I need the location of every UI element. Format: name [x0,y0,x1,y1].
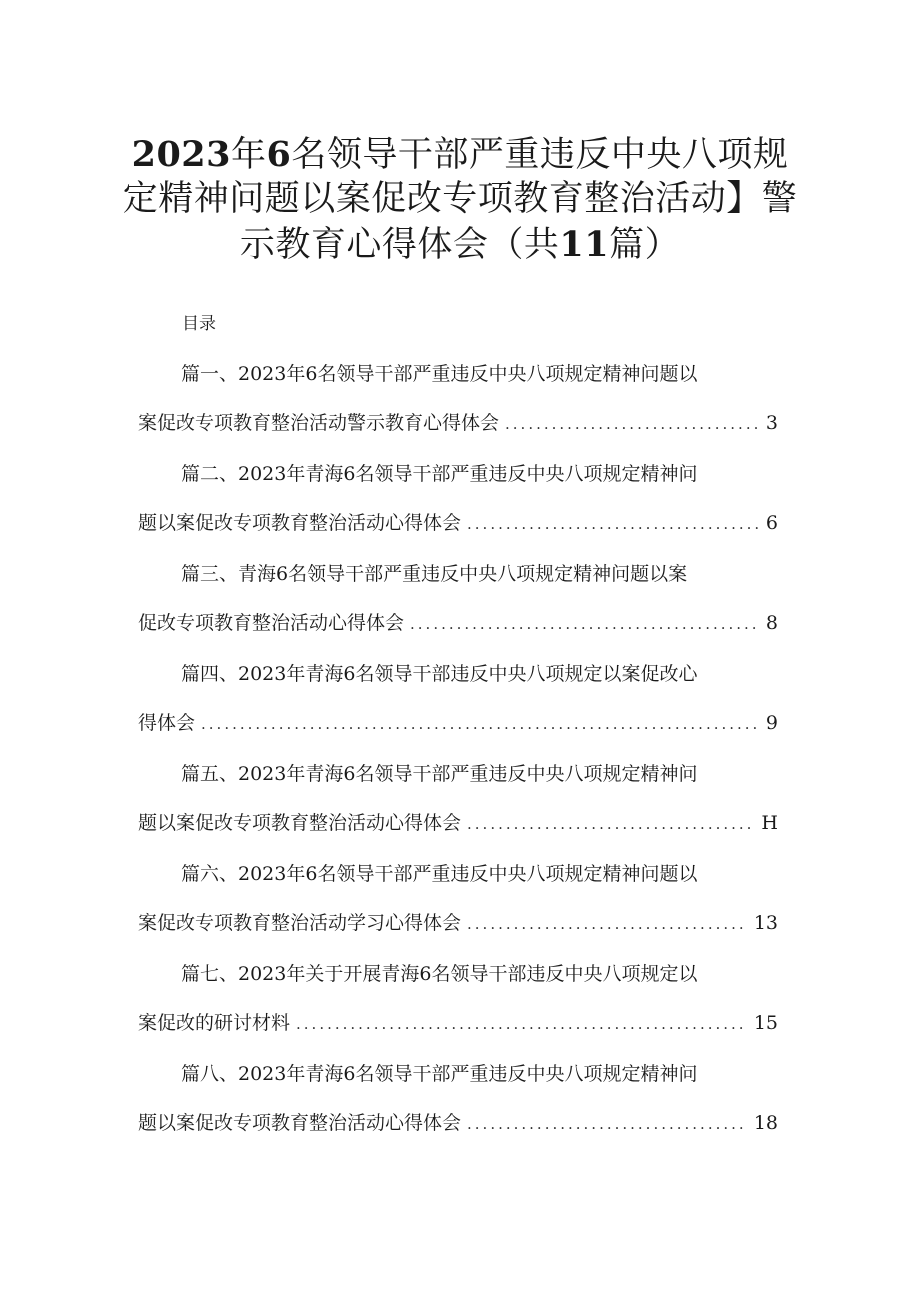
dot-leader [467,1108,748,1140]
dot-leader [296,1008,748,1040]
toc-entry-title-line1: 篇一、2023年6名领导干部严重违反中央八项规定精神问题以 [181,363,698,385]
title-line-1: 2023年6名领导干部严重违反中央八项规 [131,134,789,175]
toc-page-number: 13 [753,912,778,934]
dot-leader [201,708,760,740]
document-title [110,132,810,267]
toc-entry-title-line1: 篇六、2023年6名领导干部严重违反中央八项规定精神问题以 [181,863,698,885]
toc-page-number: H [761,812,778,834]
toc-entry-1[interactable] [0,346,920,446]
toc-entry-title-line1: 篇八、2023年青海6名领导干部严重违反中央八项规定精神问 [181,1063,698,1085]
toc-entry-2[interactable] [0,446,920,546]
toc-entry-title-line2: 得体会 [138,712,196,734]
toc-entry-title-line2: 案促改专项教育整治活动警示教育心得体会 [138,412,500,434]
dot-leader [467,808,755,840]
toc-heading: 目录 [182,314,216,334]
toc-entry-6[interactable] [0,846,920,946]
toc-entry-7[interactable] [0,946,920,1046]
toc-entry-title-line1: 篇七、2023年关于开展青海6名领导干部违反中央八项规定以 [181,963,698,985]
toc-page-number: 3 [765,412,778,434]
toc-entry-title-line1: 篇三、青海6名领导干部严重违反中央八项规定精神问题以案 [181,563,688,585]
dot-leader [467,908,748,940]
toc-entry-title-line2: 题以案促改专项教育整治活动心得体会 [138,512,462,534]
toc-page-number: 8 [765,612,778,634]
toc-entry-4[interactable] [0,646,920,746]
toc-entry-title-line2: 案促改的研讨材料 [138,1012,291,1034]
toc-entry-title-line2: 案促改专项教育整治活动学习心得体会 [138,912,462,934]
toc-entry-title-line1: 篇五、2023年青海6名领导干部严重违反中央八项规定精神问 [181,763,698,785]
toc-page-number: 18 [753,1112,778,1134]
toc-page-number: 6 [765,512,778,534]
toc-entry-title-line1: 篇四、2023年青海6名领导干部违反中央八项规定以案促改心 [181,663,698,685]
dot-leader [505,408,760,440]
dot-leader [410,608,760,640]
toc-entry-3[interactable] [0,546,920,646]
toc-page-number: 15 [753,1012,778,1034]
toc-entry-8[interactable] [0,1046,920,1146]
toc-entry-title-line2: 题以案促改专项教育整治活动心得体会 [138,1112,462,1134]
title-line-3: 示教育心得体会（共11篇） [239,224,681,265]
dot-leader [467,508,760,540]
table-of-contents [0,346,920,1146]
toc-entry-title-line2: 促改专项教育整治活动心得体会 [138,612,405,634]
toc-entry-title-line2: 题以案促改专项教育整治活动心得体会 [138,812,462,834]
toc-entry-5[interactable] [0,746,920,846]
toc-entry-title-line1: 篇二、2023年青海6名领导干部严重违反中央八项规定精神问 [181,463,698,485]
toc-page-number: 9 [765,712,778,734]
title-line-2: 定精神问题以案促改专项教育整治活动】警 [122,179,798,219]
